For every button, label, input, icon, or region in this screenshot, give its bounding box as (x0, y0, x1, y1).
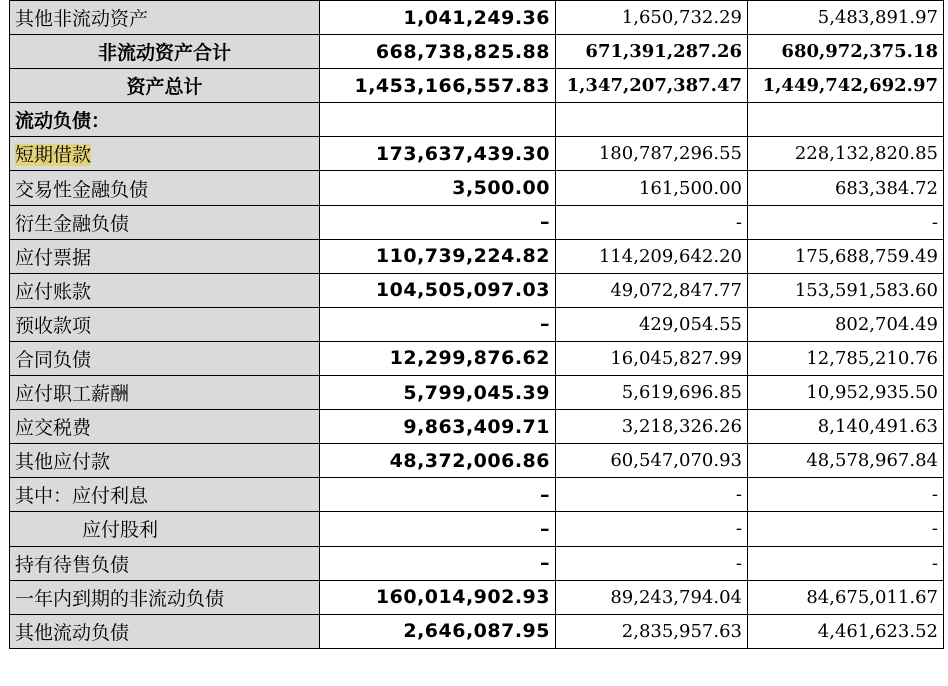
row-label-cell (10, 69, 320, 103)
row-label: 应交税费 (15, 417, 92, 440)
row-label-cell (10, 376, 320, 410)
current-period-value: – (320, 546, 556, 580)
table-row (10, 273, 944, 307)
row-label: 其他应付款 (15, 451, 111, 474)
prior-period-2-value: - (748, 478, 944, 512)
prior-period-2-value: 8,140,491.63 (748, 410, 944, 444)
row-label-cell (10, 478, 320, 512)
row-label: 预收款项 (15, 314, 92, 337)
row-label: 非流动资产合计 (97, 42, 231, 65)
row-label: 应付股利 (82, 519, 159, 542)
row-label-cell (10, 444, 320, 478)
prior-period-2-value: 175,688,759.49 (748, 239, 944, 273)
table-row (10, 137, 944, 171)
table-row (10, 478, 944, 512)
table-row (10, 1, 944, 35)
row-label-cell (10, 171, 320, 205)
row-label: 应付职工薪酬 (15, 383, 130, 406)
row-label: 衍生金融负债 (15, 212, 130, 235)
row-label: 应付账款 (15, 280, 92, 303)
current-period-value: – (320, 307, 556, 341)
prior-period-1-value: 89,243,794.04 (556, 580, 748, 614)
table-row (10, 171, 944, 205)
prior-period-2-value: 1,449,742,692.97 (748, 69, 944, 103)
table-row (10, 580, 944, 614)
prior-period-2-value: 10,952,935.50 (748, 376, 944, 410)
prior-period-1-value: - (556, 478, 748, 512)
row-label-cell (10, 512, 320, 546)
prior-period-2-value: 680,972,375.18 (748, 35, 944, 69)
prior-period-2-value: 4,461,623.52 (748, 614, 944, 648)
table-row (10, 614, 944, 648)
table-row (10, 410, 944, 444)
table-row (10, 376, 944, 410)
balance-sheet-body (10, 1, 944, 649)
current-period-value: 668,738,825.88 (320, 35, 556, 69)
prior-period-2-value: 48,578,967.84 (748, 444, 944, 478)
row-label-cell (10, 103, 320, 137)
prior-period-1-value: 5,619,696.85 (556, 376, 748, 410)
prior-period-1-value: 2,835,957.63 (556, 614, 748, 648)
prior-period-1-value: 180,787,296.55 (556, 137, 748, 171)
current-period-value: – (320, 512, 556, 546)
current-period-value: 173,637,439.30 (320, 137, 556, 171)
prior-period-2-value: 153,591,583.60 (748, 273, 944, 307)
row-label: 应付票据 (15, 246, 92, 269)
row-label: 流动负债： (15, 110, 111, 133)
table-row (10, 546, 944, 580)
current-period-value: – (320, 205, 556, 239)
prior-period-1-value: - (556, 205, 748, 239)
row-label: 其他非流动资产 (15, 8, 149, 31)
table-row (10, 35, 944, 69)
prior-period-1-value: 60,547,070.93 (556, 444, 748, 478)
current-period-value: 2,646,087.95 (320, 614, 556, 648)
table-row (10, 341, 944, 375)
row-label-cell (10, 137, 320, 171)
current-period-value: 48,372,006.86 (320, 444, 556, 478)
prior-period-2-value: 228,132,820.85 (748, 137, 944, 171)
prior-period-2-value: 5,483,891.97 (748, 1, 944, 35)
balance-sheet-table (9, 0, 944, 649)
row-label-cell (10, 307, 320, 341)
current-period-value: 3,500.00 (320, 171, 556, 205)
prior-period-1-value: 16,045,827.99 (556, 341, 748, 375)
row-label: 合同负债 (15, 348, 92, 371)
prior-period-1-value: 429,054.55 (556, 307, 748, 341)
current-period-value: 104,505,097.03 (320, 273, 556, 307)
current-period-value: 160,014,902.93 (320, 580, 556, 614)
row-label: 短期借款 (15, 144, 92, 167)
table-row (10, 205, 944, 239)
prior-period-1-value: - (556, 512, 748, 546)
prior-period-1-value: 3,218,326.26 (556, 410, 748, 444)
row-label: 资产总计 (126, 76, 203, 99)
prior-period-2-value (748, 103, 944, 137)
row-label: 持有待售负债 (15, 553, 130, 576)
table-row (10, 103, 944, 137)
row-label-cell (10, 410, 320, 444)
current-period-value: 1,041,249.36 (320, 1, 556, 35)
row-label-cell (10, 1, 320, 35)
table-row (10, 307, 944, 341)
row-label-cell (10, 239, 320, 273)
row-label-cell (10, 35, 320, 69)
prior-period-2-value: 802,704.49 (748, 307, 944, 341)
prior-period-1-value: 114,209,642.20 (556, 239, 748, 273)
row-label-cell (10, 341, 320, 375)
current-period-value: 9,863,409.71 (320, 410, 556, 444)
prior-period-2-value: 12,785,210.76 (748, 341, 944, 375)
table-row (10, 239, 944, 273)
prior-period-2-value: - (748, 546, 944, 580)
row-label-cell (10, 614, 320, 648)
table-row (10, 512, 944, 546)
current-period-value: 12,299,876.62 (320, 341, 556, 375)
row-label: 交易性金融负债 (15, 178, 149, 201)
row-label-cell (10, 205, 320, 239)
row-label: 其他流动负债 (15, 621, 130, 644)
table-row (10, 444, 944, 478)
prior-period-2-value: - (748, 205, 944, 239)
prior-period-2-value: 683,384.72 (748, 171, 944, 205)
current-period-value: 1,453,166,557.83 (320, 69, 556, 103)
current-period-value: – (320, 478, 556, 512)
table-row (10, 69, 944, 103)
current-period-value: 5,799,045.39 (320, 376, 556, 410)
row-label-cell (10, 580, 320, 614)
prior-period-1-value (556, 103, 748, 137)
prior-period-1-value: 671,391,287.26 (556, 35, 748, 69)
row-label: 其中：应付利息 (15, 485, 149, 508)
row-label-cell (10, 273, 320, 307)
prior-period-1-value: - (556, 546, 748, 580)
prior-period-2-value: 84,675,011.67 (748, 580, 944, 614)
prior-period-1-value: 1,347,207,387.47 (556, 69, 748, 103)
current-period-value: 110,739,224.82 (320, 239, 556, 273)
prior-period-2-value: - (748, 512, 944, 546)
prior-period-1-value: 161,500.00 (556, 171, 748, 205)
row-label: 一年内到期的非流动负债 (15, 587, 225, 610)
prior-period-1-value: 1,650,732.29 (556, 1, 748, 35)
current-period-value (320, 103, 556, 137)
row-label-cell (10, 546, 320, 580)
prior-period-1-value: 49,072,847.77 (556, 273, 748, 307)
